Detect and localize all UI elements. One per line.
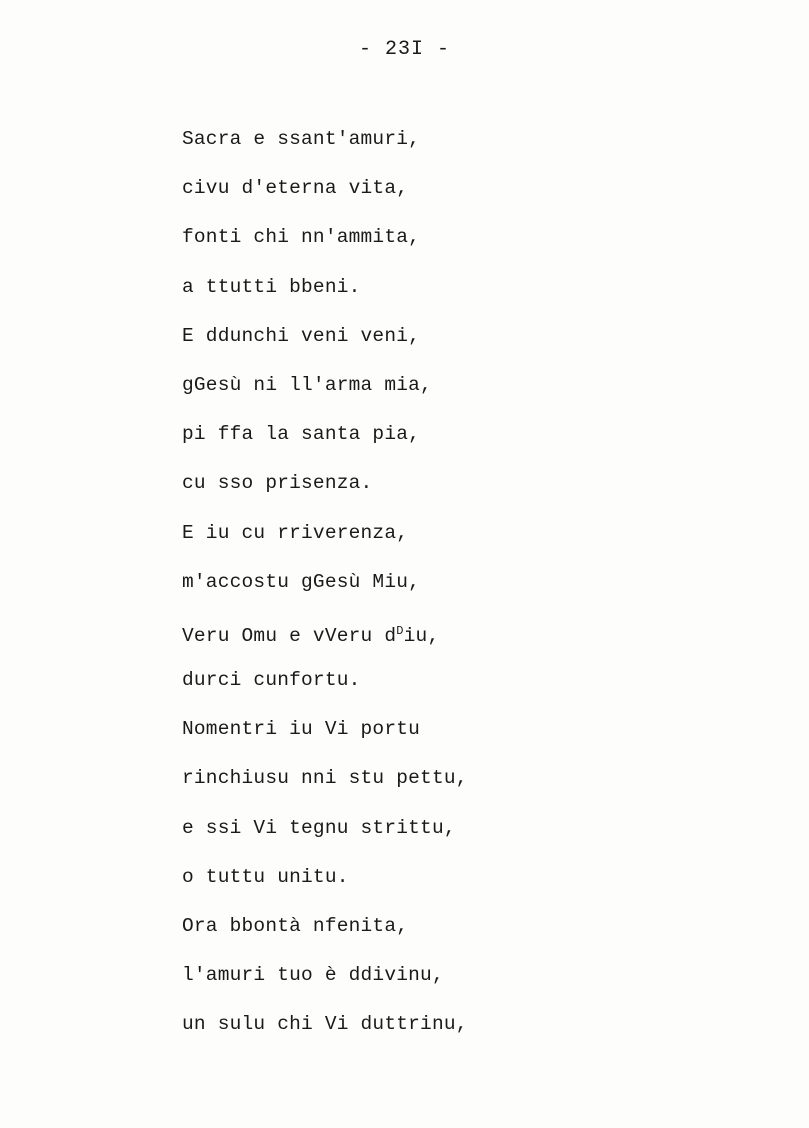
verse-line-1: Sacra e ssant'amuri, — [182, 128, 421, 150]
verse-line-18: l'amuri tuo è ddivinu, — [182, 964, 444, 987]
verse-line-6: gGesù ni ll'arma mia, — [182, 373, 432, 396]
verse-line-11-superscript: D — [396, 623, 404, 638]
verse-line-2: civu d'eterna vita, — [182, 177, 409, 200]
verse-line-7: pi ffa la santa pia, — [182, 423, 421, 446]
verse-line-8: cu sso prisenza. — [182, 472, 373, 495]
verse-line-17: Ora bbontà nfenita, — [182, 915, 409, 937]
page-number: - 23I - — [358, 38, 450, 61]
verse-block — [182, 124, 468, 1059]
verse-line-11-tail: iu, — [403, 624, 440, 647]
verse-line-10: m'accostu gGesù Miu, — [182, 570, 421, 593]
verse-line-19: un sulu chi Vi duttrinu, — [182, 1013, 468, 1036]
verse-line-12: durci cunfortu. — [182, 669, 361, 692]
verse-line-11-main: Veru Omu e vVeru d — [182, 624, 397, 647]
verse-line-16: o tuttu unitu. — [182, 865, 349, 888]
verse-line-9: E iu cu rriverenza, — [182, 521, 409, 544]
verse-line-11 — [182, 616, 468, 665]
verse-line-5: E ddunchi veni veni, — [182, 324, 421, 347]
verse-line-4: a ttutti bbeni. — [182, 275, 361, 298]
verse-line-14: rinchiusu nni stu pettu, — [182, 767, 468, 790]
verse-line-15: e ssi Vi tegnu strittu, — [182, 816, 456, 839]
verse-line-3: fonti chi nn'ammita, — [182, 226, 421, 249]
verse-line-13: Nomentri iu Vi portu — [182, 718, 421, 741]
